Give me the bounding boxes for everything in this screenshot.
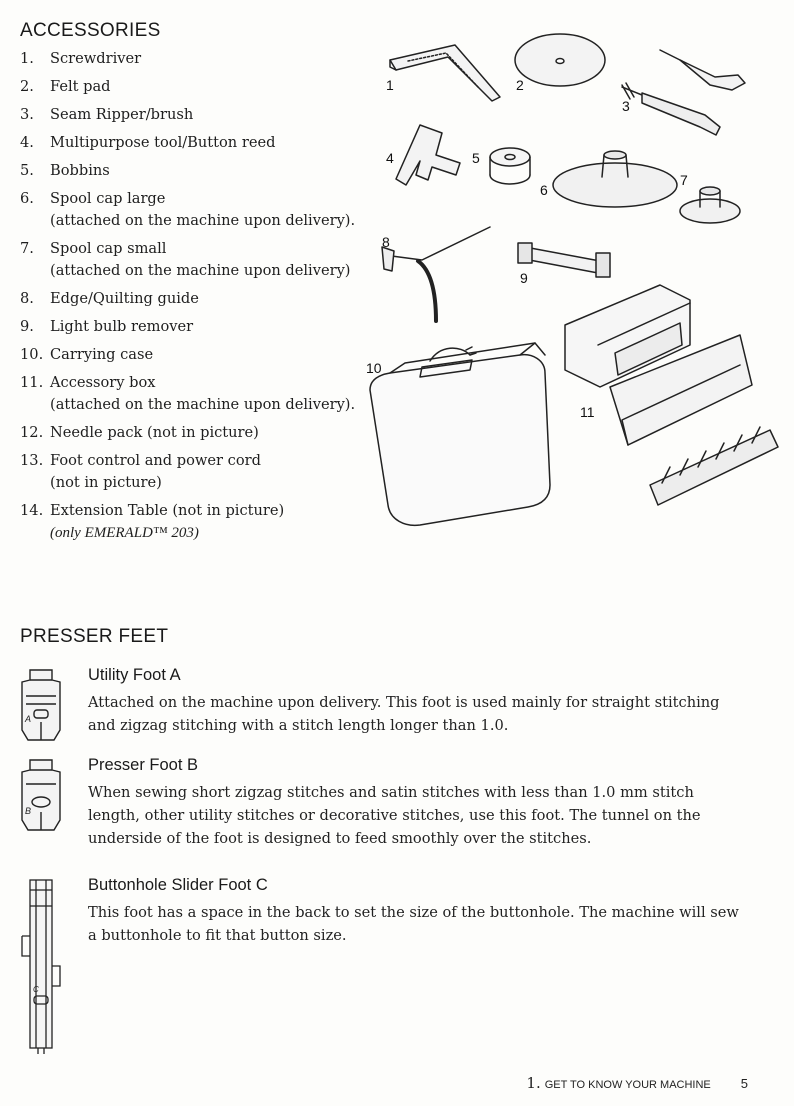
figure-label-9: 9 xyxy=(520,270,528,286)
foot-description: This foot has a space in the back to set the size of the buttonhole. The machine will sew a buttonhole to fit that button size. xyxy=(88,904,739,944)
list-item: 13. Foot control and power cord (not in picture) xyxy=(20,452,261,491)
presser-feet-heading: PRESSER FEET xyxy=(20,626,169,647)
list-item: 14. Extension Table (not in picture) (only EMERALD™ 203) xyxy=(20,502,285,541)
figure-label-1: 1 xyxy=(386,77,394,93)
bobbin-icon xyxy=(490,148,530,184)
chapter-title: GET TO KNOW YOUR MACHINE xyxy=(544,1079,711,1091)
list-item: 11. Accessory box (attached on the machine upon delivery). xyxy=(20,374,356,413)
light-bulb-remover-icon xyxy=(518,243,610,277)
multipurpose-tool-icon xyxy=(396,125,460,185)
utility-foot-icon xyxy=(16,666,66,746)
carrying-case-icon xyxy=(370,343,550,525)
list-item: 3. Seam Ripper/brush xyxy=(20,106,194,123)
spool-cap-large-icon xyxy=(553,151,677,207)
felt-pad-icon xyxy=(515,34,605,86)
spool-cap-small-icon xyxy=(680,187,740,223)
buttonhole-foot-icon xyxy=(16,876,66,1056)
list-item: 12. Needle pack (not in picture) xyxy=(20,424,259,441)
accessories-list xyxy=(20,48,370,550)
figure-label-7: 7 xyxy=(680,172,688,188)
foot-a-section xyxy=(16,666,776,746)
list-item: 7. Spool cap small (attached on the machine upon delivery) xyxy=(20,240,351,279)
list-item: 5. Bobbins xyxy=(20,162,110,179)
page-footer xyxy=(526,1074,748,1092)
figure-label-5: 5 xyxy=(472,150,480,166)
accessory-box-icon xyxy=(565,285,778,505)
list-item: 1. Screwdriver xyxy=(20,50,142,67)
foot-letter: B xyxy=(25,806,32,816)
foot-title: Buttonhole Slider Foot C xyxy=(88,876,268,894)
foot-title: Presser Foot B xyxy=(88,756,199,774)
list-item: 2. Felt pad xyxy=(20,78,111,95)
presser-foot-b-icon xyxy=(16,756,66,836)
figure-label-11: 11 xyxy=(580,404,595,420)
page-number: 5 xyxy=(740,1076,748,1091)
foot-title: Utility Foot A xyxy=(88,666,181,684)
list-item: 8. Edge/Quilting guide xyxy=(20,290,199,307)
foot-description: Attached on the machine upon delivery. This foot is used mainly for straight stitching and zigzag stitching with a stitch length longer than 1.0. xyxy=(88,694,720,734)
figure-label-3: 3 xyxy=(622,98,630,114)
foot-letter: A xyxy=(25,714,32,724)
foot-letter: C xyxy=(33,985,39,994)
foot-c-section xyxy=(16,876,776,1056)
list-item: 10. Carrying case xyxy=(20,346,154,363)
figure-label-10: 10 xyxy=(366,360,382,376)
screwdriver-icon xyxy=(390,45,500,101)
chapter-number: 1. xyxy=(526,1074,541,1092)
foot-b-section xyxy=(16,756,776,846)
list-item: 4. Multipurpose tool/Button reed xyxy=(20,134,276,151)
list-item: 6. Spool cap large (attached on the machine upon delivery). xyxy=(20,190,356,229)
list-item: 9. Light bulb remover xyxy=(20,318,194,335)
accessories-heading: ACCESSORIES xyxy=(20,20,161,41)
figure-label-4: 4 xyxy=(386,150,394,166)
figure-label-2: 2 xyxy=(516,77,524,93)
figure-label-8: 8 xyxy=(382,234,390,250)
figure-label-6: 6 xyxy=(540,182,548,198)
accessories-illustration xyxy=(360,15,790,575)
seam-ripper-icon xyxy=(622,50,745,135)
foot-description: When sewing short zigzag stitches and satin stitches with less than 1.0 mm stitch length, other utility stitches or decorative stitches, use this foot. The tunnel on the underside of the foot is designed to feed smoothly over the stitches. xyxy=(88,784,701,847)
quilting-guide-icon xyxy=(382,227,490,321)
